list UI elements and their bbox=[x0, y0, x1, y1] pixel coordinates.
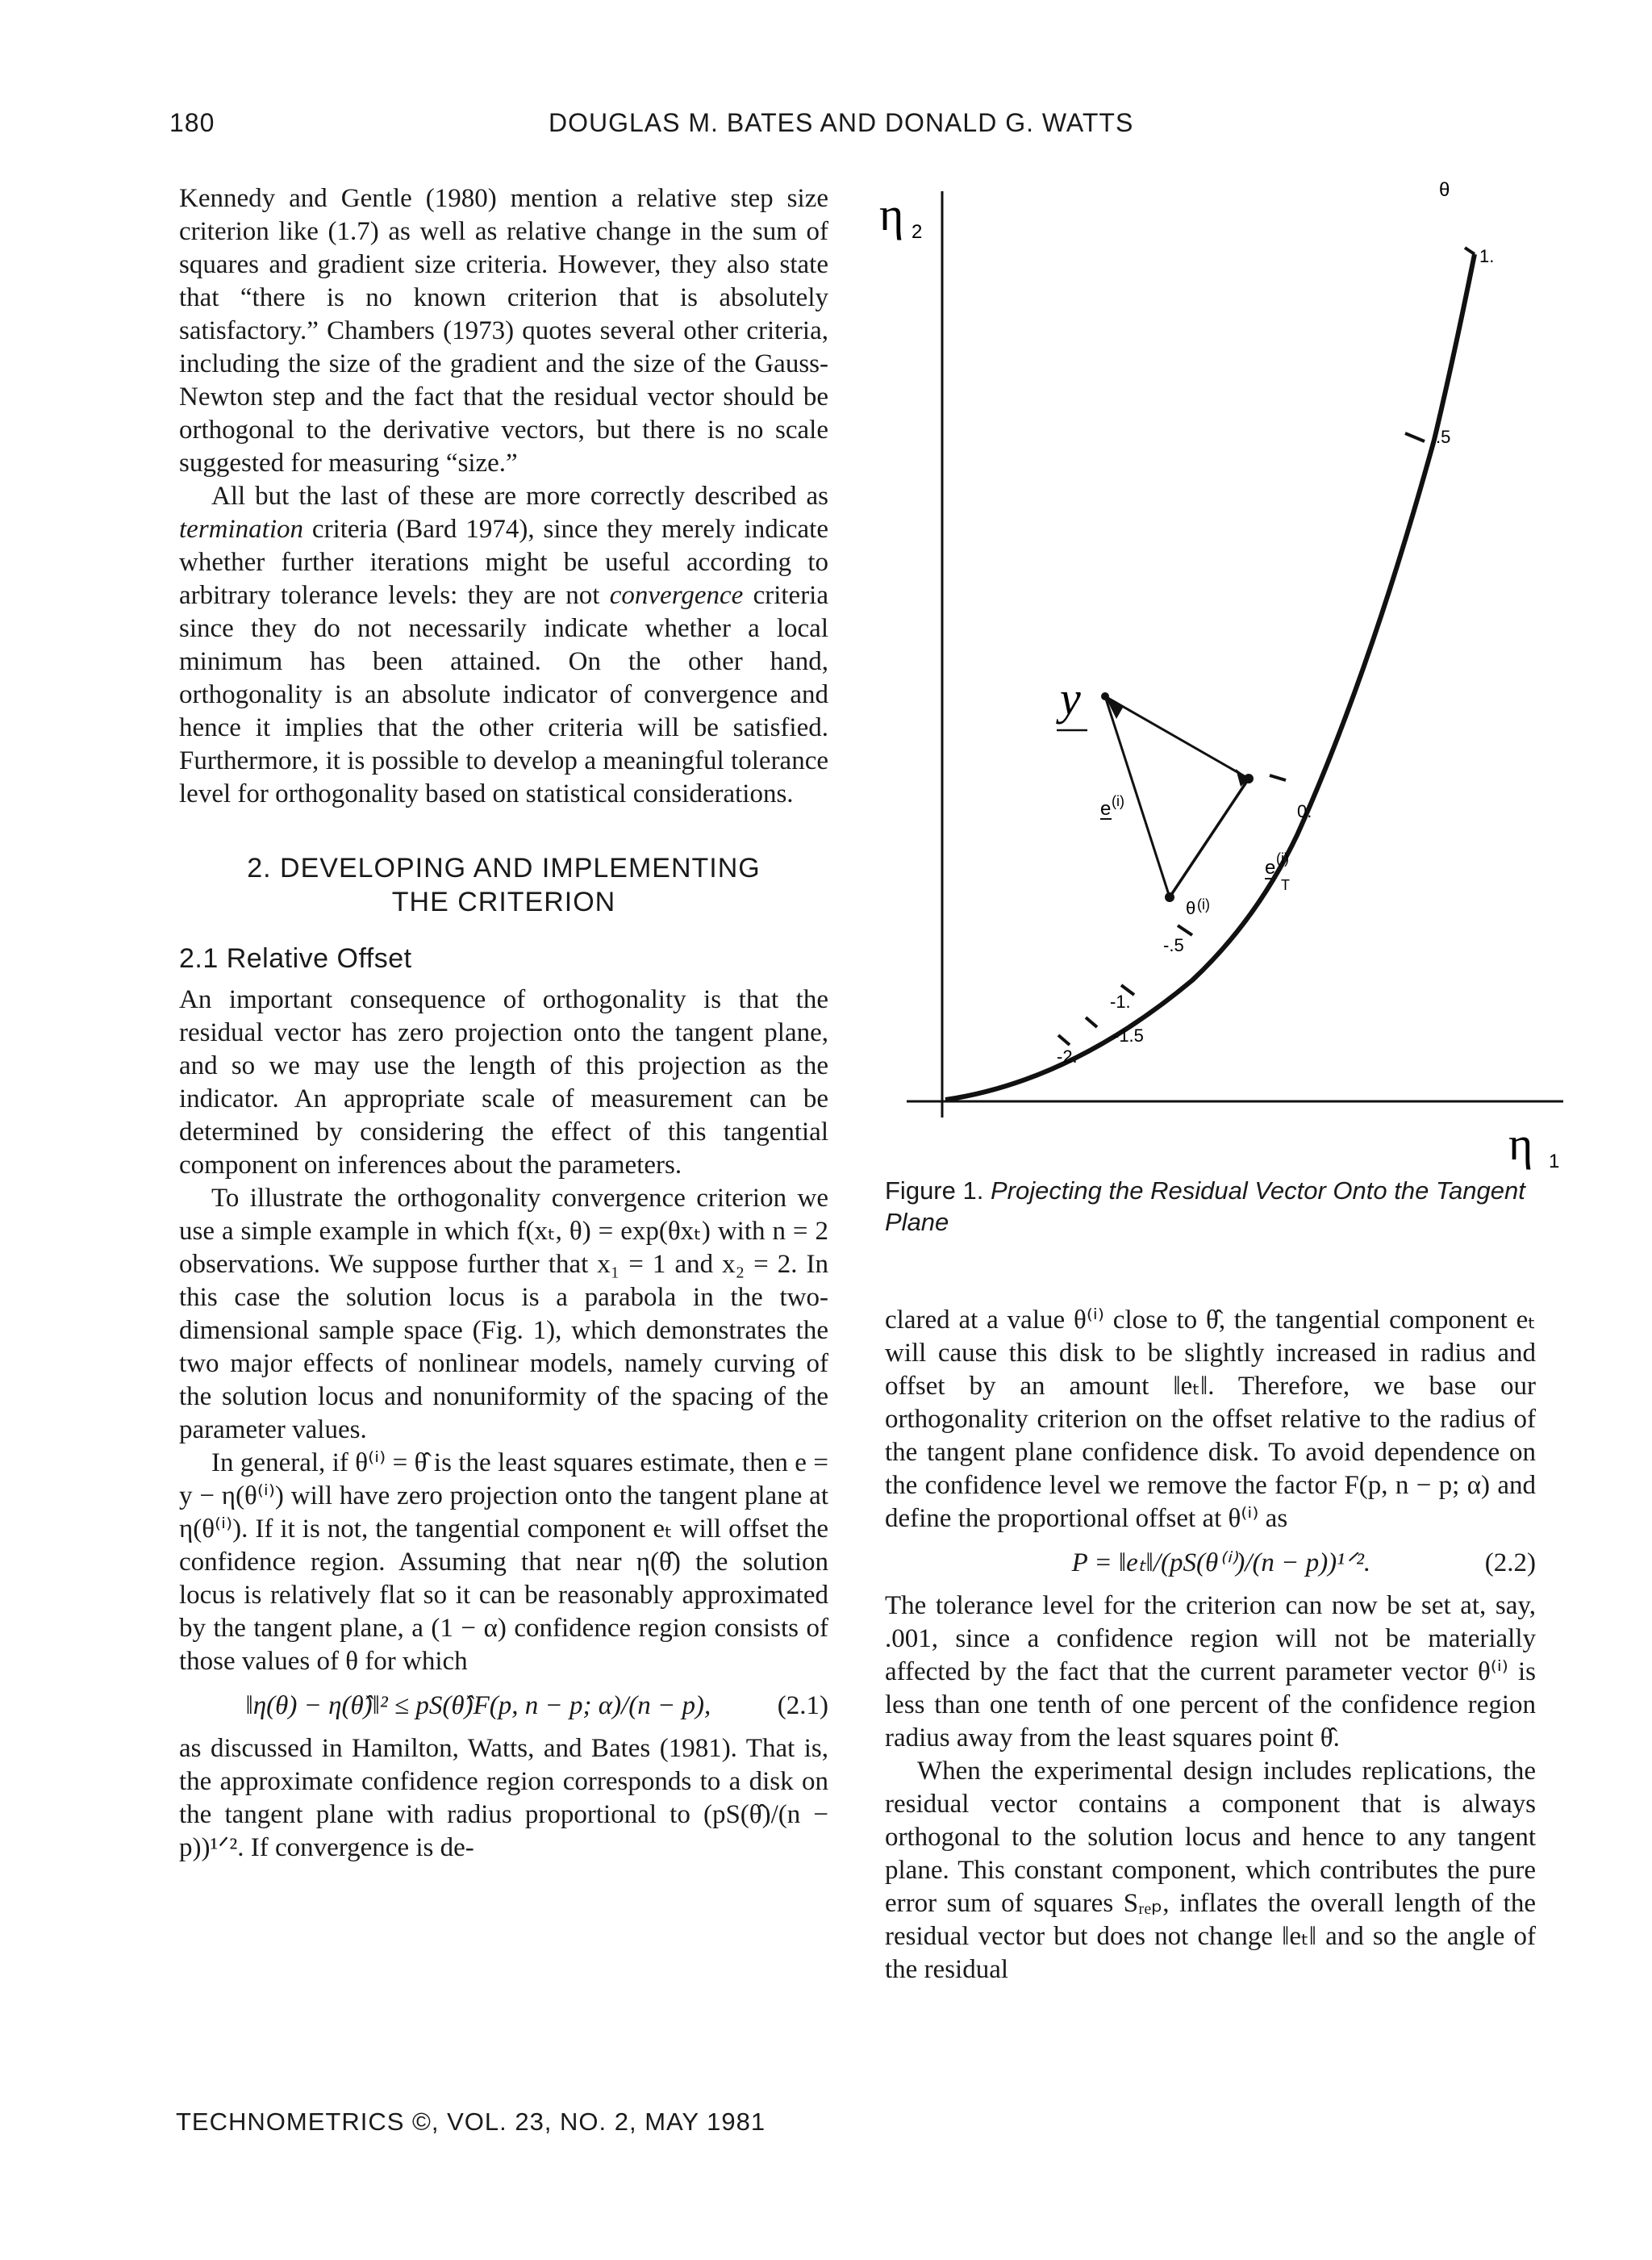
equation-2-1-number: (2.1) bbox=[777, 1691, 828, 1720]
solution-locus bbox=[945, 254, 1475, 1100]
tick-label-neg-1: -1. bbox=[1110, 992, 1131, 1012]
y-point-label: y bbox=[1060, 672, 1081, 725]
eta-1-label: η bbox=[1508, 1117, 1533, 1170]
paragraph-4: To illustrate the orthogonality convergence criterion we use a simple example in which f(xₜ, θ) = exp(θxₜ) with n = 2 observations. We suppose further that x₁ = 1 and x₂ = 2. In this case the solution locus is a parabola in the two-dimensional sample space (Fig. 1), which demonstrates the two major effects of nonlinear models, namely curving of the solution locus and nonuniformity of the spacing of the parameter values. bbox=[179, 1184, 828, 1444]
theta-i-point bbox=[1165, 892, 1174, 902]
paragraph-2-text-c: criteria since they do not necessarily indicate whether a local minimum has been attained. On the other hand, orthogonality is an absolute indicator of convergence and hence it implies that the other criteria will be satisfied. Furthermore, it is possible to develop a meaningful tolerance level for orthogonality based on statistical considerations. bbox=[179, 581, 828, 808]
figure-caption-title: Projecting the Residual Vector Onto the Tangent Plane bbox=[885, 1176, 1525, 1236]
theta-i-label: θ bbox=[1186, 898, 1196, 918]
theta-label: θ bbox=[1439, 179, 1450, 201]
paragraph-5: In general, if θ⁽ⁱ⁾ = θ̂ is the least squares estimate, then e = y − η(θ⁽ⁱ⁾) will have zero projection onto the tangent plane at η(θ⁽ⁱ⁾). If it is not, the tangential component eₜ will offset the confidence region. Assuming that near η(θ̂) the solution locus is relatively flat so it can be reasonably approximated by the tangent plane, a (1 − α) confidence region consists of those values of θ for which bbox=[179, 1448, 828, 1676]
e-i-label: e bbox=[1100, 798, 1112, 820]
page-number: 180 bbox=[169, 108, 215, 137]
right-column bbox=[885, 1304, 1536, 1986]
paragraph-2-text-b: criteria (Bard 1974), since they merely indicate whether further iterations might be useful according to arbitrary tolerance levels: they are not bbox=[179, 515, 828, 610]
figure-1 bbox=[878, 173, 1571, 1222]
theta-i-superscript: (i) bbox=[1197, 896, 1210, 913]
running-title: DOUGLAS M. BATES AND DONALD G. WATTS bbox=[549, 108, 1134, 137]
figure-caption-prefix: Figure 1. bbox=[885, 1176, 991, 1205]
eta-1-subscript: 1 bbox=[1549, 1151, 1560, 1172]
figure-1-plot bbox=[878, 173, 1571, 1222]
tick-0-5 bbox=[1405, 433, 1425, 441]
page-footer: TECHNOMETRICS ©, VOL. 23, NO. 2, MAY 1981 bbox=[176, 2108, 766, 2136]
figure-caption bbox=[885, 1175, 1546, 1238]
equation-2-2-number: (2.2) bbox=[1484, 1548, 1536, 1577]
equation-2-2 bbox=[885, 1547, 1536, 1580]
eT-i-subscript: T bbox=[1281, 877, 1290, 893]
eT-i-superscript: (i) bbox=[1276, 850, 1289, 867]
paragraph-3: An important consequence of orthogonality is that the residual vector has zero projection onto the tangent plane, and so we may use the length of this projection as the indicator. An appropriate scale of measurement can be determined by considering the effect of this tangential component on inferences about the parameters. bbox=[179, 985, 828, 1180]
e-i-superscript: (i) bbox=[1112, 793, 1124, 809]
section-heading-line-2: THE CRITERION bbox=[391, 887, 616, 917]
paragraph-1: Kennedy and Gentle (1980) mention a relative step size criterion like (1.7) as well as relative change in the sum of squares and gradient size criteria. However, they also state that “there is no known criterion that is absolutely satisfactory.” Chambers (1973) quotes several other criteria, including the size of the gradient and the size of the Gauss-Newton step and the fact that the residual vector should be orthogonal to the derivative vectors, but there is no scale suggested for measuring “size.” bbox=[179, 184, 828, 478]
left-column bbox=[179, 182, 828, 1865]
emphasis-termination: termination bbox=[179, 515, 303, 544]
tick-label-0: 0. bbox=[1297, 801, 1312, 821]
paragraph-6: as discussed in Hamilton, Watts, and Bates (1981). That is, the approximate confidence region corresponds to a disk on the tangent plane with radius proportional to (pS(θ̂)/(n − p))¹ᐟ². If convergence is de- bbox=[179, 1734, 828, 1862]
paragraph-2-text-a: All but the last of these are more correctly described as bbox=[211, 482, 828, 511]
right-paragraph-1: clared at a value θ⁽ⁱ⁾ close to θ̂, the tangential component eₜ will cause this disk to be slightly increased in radius and offset by an amount ‖eₜ‖. Therefore, we base our orthogonality criterion on the offset relative to the radius of the tangent plane confidence disk. To avoid dependence on the confidence level we remove the factor F(p, n − p; α) and define the proportional offset at θ⁽ⁱ⁾ as bbox=[885, 1305, 1536, 1533]
equation-2-1 bbox=[179, 1690, 828, 1723]
eta-2-label: η bbox=[879, 188, 904, 240]
theta-hat-point bbox=[1244, 774, 1254, 783]
tick-label-neg-2: -2. bbox=[1057, 1046, 1078, 1067]
section-heading-line-1: 2. DEVELOPING AND IMPLEMENTING bbox=[247, 853, 761, 884]
tick-label-neg-0-5: -.5 bbox=[1163, 935, 1184, 955]
tick-1 bbox=[1465, 248, 1475, 254]
equation-2-1-body: ‖η(θ) − η(θ̂)‖² ≤ pS(θ̂)F(p, n − p; α)/(n − p), bbox=[245, 1691, 711, 1720]
tick-label-neg-1-5: -1.5 bbox=[1113, 1026, 1144, 1046]
eT-i-label: e bbox=[1265, 857, 1276, 879]
eta-2-subscript: 2 bbox=[912, 221, 923, 243]
equation-2-2-body: P = ‖eₜ‖/(pS(θ⁽ⁱ⁾)/(n − p))¹ᐟ². bbox=[1071, 1548, 1371, 1577]
subsection-heading: 2.1 Relative Offset bbox=[179, 943, 412, 974]
emphasis-convergence: convergence bbox=[609, 581, 744, 610]
section-heading bbox=[179, 851, 828, 919]
tangent-component-eT bbox=[1170, 779, 1249, 897]
tick-neg-0-5 bbox=[1178, 925, 1192, 935]
tick-neg-1-5 bbox=[1086, 1017, 1097, 1027]
right-paragraph-2: The tolerance level for the criterion can now be set at, say, .001, since a confidence region will not be materially affected by the fact that the current parameter vector θ⁽ⁱ⁾ is less than one tenth of one percent of the confidence region radius away from the least squares point θ̂. bbox=[885, 1591, 1536, 1752]
tick-label-1: 1. bbox=[1479, 246, 1495, 266]
tick-0 bbox=[1270, 775, 1286, 780]
tick-label-0-5: .5 bbox=[1436, 427, 1451, 447]
tick-neg-2 bbox=[1058, 1035, 1070, 1045]
right-paragraph-3: When the experimental design includes replications, the residual vector contains a component that is always orthogonal to the solution locus and hence to any tangent plane. This constant component, which contributes the pure error sum of squares Sᵣₑₚ, inflates the overall length of the residual vector but does not change ‖eₜ‖ and so the angle of the residual bbox=[885, 1757, 1536, 1984]
running-head bbox=[169, 108, 1210, 148]
paragraph-2 bbox=[179, 480, 828, 811]
